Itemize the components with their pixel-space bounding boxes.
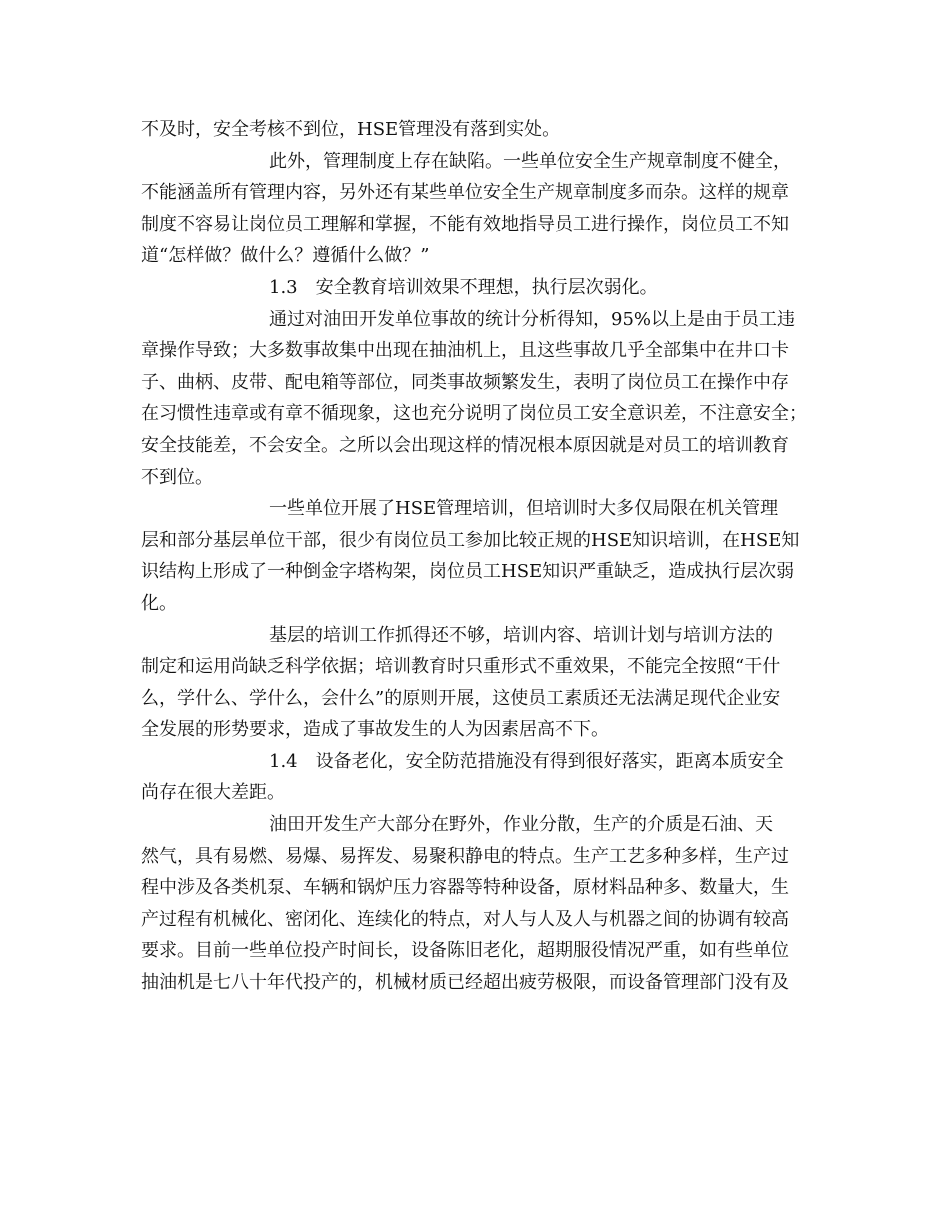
text-line: 安全技能差，不会安全。之所以会出现这样的情况根本原因就是对员工的培训教育 xyxy=(141,434,789,456)
text-line: 层和部分基层单位干部，很少有岗位员工参加比较正规的HSE知识培训，在HSE知 xyxy=(141,529,800,551)
text-line: 制度不容易让岗位员工理解和掌握，不能有效地指导员工进行操作，岗位员工不知 xyxy=(141,213,789,235)
text-line: 尚存在很大差距。 xyxy=(141,782,285,804)
text-line: 抽油机是七八十年代投产的，机械材质已经超出疲劳极限，而设备管理部门没有及 xyxy=(141,972,789,994)
document-body xyxy=(141,114,821,999)
text-line: 1.4 设备老化，安全防范措施没有得到很好落实，距离本质安全 xyxy=(269,750,784,772)
text-line: 化。 xyxy=(141,592,177,614)
text-line: 然气，具有易燃、易爆、易挥发、易聚积静电的特点。生产工艺多种多样，生产过 xyxy=(141,845,789,867)
text-line: 识结构上形成了一种倒金字塔构架，岗位员工HSE知识严重缺乏，造成执行层次弱 xyxy=(141,561,795,583)
text-line: 1.3 安全教育培训效果不理想，执行层次弱化。 xyxy=(269,276,658,298)
text-line: 基层的培训工作抓得还不够，培训内容、培训计划与培训方法的 xyxy=(269,624,773,646)
text-line: 章操作导致；大多数事故集中出现在抽油机上，且这些事故几乎全部集中在井口卡 xyxy=(141,340,789,362)
text-line: 制定和运用尚缺乏科学依据；培训教育时只重形式不重效果，不能完全按照“干什 xyxy=(141,656,781,678)
text-line: 要求。目前一些单位投产时间长，设备陈旧老化，超期服役情况严重，如有些单位 xyxy=(141,940,789,962)
text-line: 一些单位开展了HSE管理培训，但培训时大多仅局限在机关管理 xyxy=(269,498,779,520)
text-line: 程中涉及各类机泵、车辆和锅炉压力容器等特种设备，原材料品种多、数量大，生 xyxy=(141,877,789,899)
text-line: 油田开发生产大部分在野外，作业分散，生产的介质是石油、天 xyxy=(269,814,773,836)
text-line: 不及时，安全考核不到位，HSE管理没有落到实处。 xyxy=(141,119,561,140)
text-line: 全发展的形势要求，造成了事故发生的人为因素居高不下。 xyxy=(141,719,609,741)
text-line: 此外，管理制度上存在缺陷。一些单位安全生产规章制度不健全， xyxy=(269,150,791,172)
text-line: 产过程有机械化、密闭化、连续化的特点，对人与人及人与机器之间的协调有较高 xyxy=(141,908,789,930)
text-line: 通过对油田开发单位事故的统计分析得知，95%以上是由于员工违 xyxy=(269,308,796,330)
text-line: 子、曲柄、皮带、配电箱等部位，同类事故频繁发生，表明了岗位员工在操作中存 xyxy=(141,371,789,393)
text-line: 不到位。 xyxy=(141,466,213,488)
text-line: 么，学什么、学什么，会什么”的原则开展，这使员工素质还无法满足现代企业安 xyxy=(141,687,781,709)
text-line: 道“怎样做？做什么？遵循什么做？” xyxy=(141,245,430,267)
text-line: 不能涵盖所有管理内容，另外还有某些单位安全生产规章制度多而杂。这样的规章 xyxy=(141,182,789,204)
text-line: 在习惯性违章或有章不循现象，这也充分说明了岗位员工安全意识差，不注意安全； xyxy=(141,403,807,425)
